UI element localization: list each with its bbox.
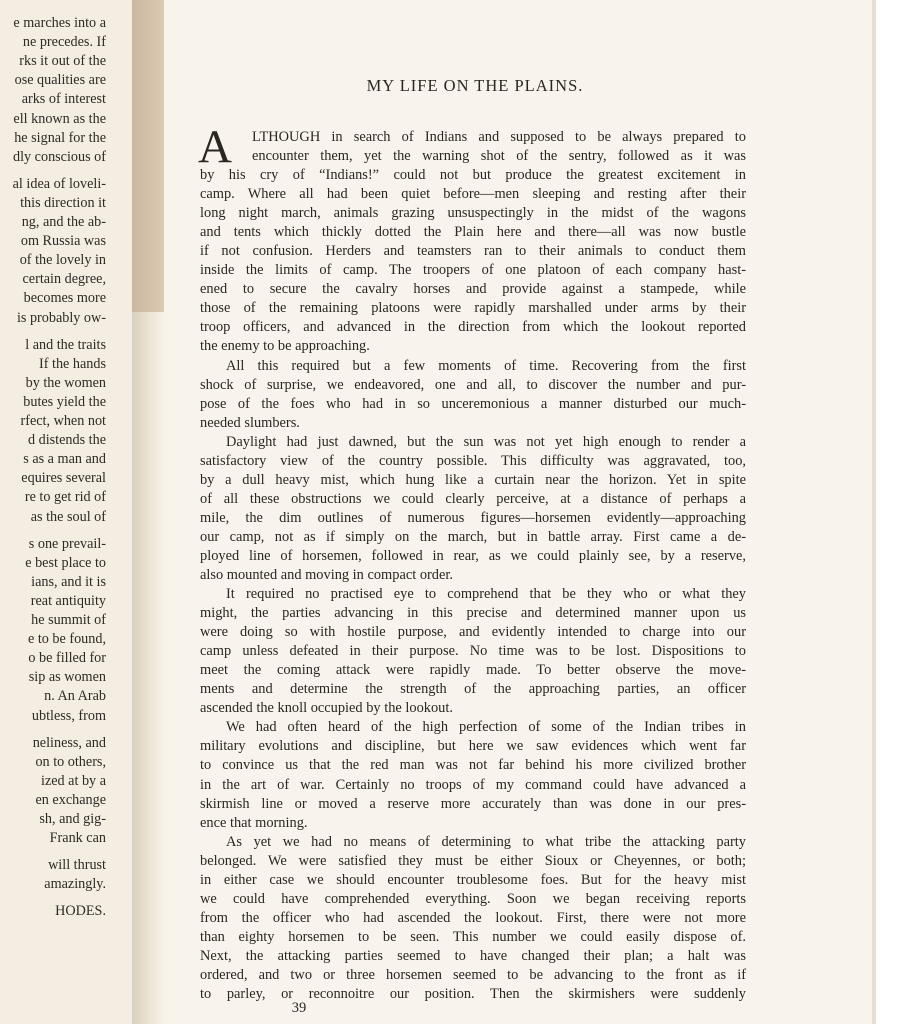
- body-line: belonged. We were satisfied they must be either Sioux or Cheyennes, or both;: [200, 852, 746, 869]
- left-page-line: is probably ow-: [16, 309, 106, 326]
- body-line: troop officers, and advanced in the direction from which the lookout reported: [200, 319, 746, 336]
- body-line: long night march, animals grazing unsuspectingly in the midst of the wagons: [200, 205, 746, 222]
- left-page-line: he signal for the: [14, 129, 106, 146]
- body-line: Next, the attacking parties seemed to have changed their plan; a halt was: [200, 947, 746, 964]
- left-page-line: amazingly.: [44, 876, 106, 893]
- left-page-line: en exchange: [35, 791, 106, 808]
- left-page-line: becomes more: [23, 290, 106, 307]
- body-line: military evolutions and discipline, but here we saw evidences which went far: [200, 738, 746, 755]
- left-page-line: neliness, and: [32, 734, 106, 751]
- body-line: ascended the knoll occupied by the lookout.: [200, 700, 453, 717]
- left-page-line: o be filled for: [28, 650, 106, 667]
- left-page-line: re to get rid of: [24, 489, 106, 506]
- body-line: our camp, not as if simply on the march, but in battle array. First came a de-: [200, 528, 746, 545]
- opening-line: LTHOUGH in search of Indians and supposed to be always prepared to: [252, 129, 746, 145]
- body-line: inside the limits of camp. The troopers of one platoon of each company hast-: [200, 262, 746, 279]
- body-line: It required no practised eye to comprehend that be they who or what they: [226, 586, 746, 603]
- left-page-line: reat antiquity: [30, 592, 106, 609]
- body-line: As yet we had no means of determining to what tribe the attacking party: [226, 833, 746, 850]
- body-line: the enemy to be approaching.: [200, 338, 370, 355]
- body-line: by a dull heavy mist, which hung like a curtain near the horizon. Yet in spite: [200, 471, 746, 488]
- body-line: of all these obstructions we could clearly perceive, at a distance of perhaps a: [200, 490, 746, 507]
- left-page-line: on to others,: [35, 753, 106, 770]
- left-page-fragment: [0, 0, 132, 1024]
- body-line: All this required but a few moments of time. Recovering from the first: [226, 357, 746, 374]
- body-line: in the art of war. Certainly no troops of my command could have advanced a: [200, 776, 746, 793]
- left-page-line: ell known as the: [13, 110, 106, 127]
- body-line: encounter them, yet the warning shot of the sentry, followed as it was: [252, 148, 746, 165]
- body-line: ence that morning.: [200, 814, 308, 831]
- left-page-line: If the hands: [39, 355, 106, 372]
- body-line: by his cry of “Indians!” could not but produce the greatest excitement in: [200, 167, 746, 184]
- body-line: to convince us that the red man was not far behind his more civilized brother: [200, 757, 746, 774]
- left-page-line: butes yield the: [23, 393, 106, 410]
- body-line: those of the remaining platoons were rapidly marshalled under arms by their: [200, 300, 746, 317]
- left-page-line: rks it out of the: [19, 53, 106, 70]
- page-edge: [872, 0, 876, 1024]
- left-page-line: will thrust: [48, 857, 106, 874]
- left-page-line: ized at by a: [41, 772, 106, 789]
- body-line: might, the parties advancing in this precise and determined manner upon us: [200, 605, 746, 622]
- running-title: MY LIFE ON THE PLAINS.: [366, 76, 584, 95]
- body-line: ordered, and two or three horsemen seemed to be advancing to the front as if: [200, 966, 746, 983]
- left-page-line: sip as women: [28, 669, 106, 686]
- body-line: ments and determine the strength of the approaching parties, an officer: [200, 681, 746, 698]
- body-line: from the officer who had ascended the lookout. First, there were not more: [200, 909, 746, 926]
- body-line: and tents which thickly dotted the Plain here and there—all was now bustle: [200, 224, 746, 241]
- body-line: satisfactory view of the country possible. This difficulty was aggravated, too,: [200, 452, 746, 469]
- left-page-line: as the soul of: [30, 508, 106, 525]
- body-line: camp. Where all had been quiet before—men sleeping and resting after their: [200, 186, 746, 203]
- left-page-line: arks of interest: [21, 91, 106, 108]
- left-page-line: s one prevail-: [28, 535, 106, 552]
- page-number: 39: [291, 1000, 307, 1016]
- body-line: pose of the foes who had in so unceremonious a manner disturbed our much-: [200, 395, 746, 412]
- left-page-line: e to be found,: [27, 631, 106, 648]
- left-page-line: s as a man and: [23, 451, 106, 468]
- left-page-line: ubtless, from: [31, 707, 106, 724]
- left-page-line: HODES.: [55, 903, 106, 920]
- body-line: ployed line of horsemen, followed in rear, as we could plainly see, by a reserve,: [200, 547, 746, 564]
- left-page-line: e marches into a: [13, 15, 106, 31]
- body-line: than eighty horsemen to be seen. This number we could easily dispose of.: [200, 928, 746, 945]
- left-page-line: sh, and gig-: [39, 811, 106, 827]
- left-page-line: l and the traits: [25, 336, 106, 353]
- left-page-line: om Russia was: [20, 233, 106, 250]
- left-page-line: dly conscious of: [13, 148, 106, 165]
- body-line: camp unless defeated in their purpose. No time was to be lost. Dispositions to: [200, 643, 746, 660]
- left-page-line: he summit of: [31, 612, 106, 628]
- body-line: if not confusion. Herders and teamsters ran to their animals to conduct them: [200, 243, 746, 260]
- left-page-line: certain degree,: [22, 271, 106, 288]
- body-line: to parley, or reconnoitre our position. Then the skirmishers were suddenly: [200, 986, 746, 1002]
- body-line: skirmish line or moved a reserve more accurately than was done in our pres-: [200, 795, 746, 812]
- body-line: we could have comprehended everything. Soon we began receiving reports: [200, 890, 746, 907]
- left-page-line: of the lovely in: [19, 252, 106, 269]
- left-page-line: by the women: [25, 374, 106, 391]
- left-page-line: ne precedes. If: [22, 34, 106, 51]
- body-line: ened to secure the cavalry horses and provide against a stampede, while: [200, 281, 746, 298]
- left-page-line: ng, and the ab-: [21, 214, 106, 230]
- left-page-line: ose qualities are: [14, 72, 106, 89]
- body-line: were doing so with hostile purpose, and evidently intended to charge into our: [200, 624, 746, 641]
- left-page-line: equires several: [21, 470, 106, 487]
- binding-strip: [132, 0, 164, 312]
- left-page-line: e best place to: [25, 554, 106, 571]
- body-line: also mounted and moving in compact order.: [200, 567, 453, 584]
- body-line: meet the coming attack were rapidly made. To better observe the move-: [200, 662, 746, 679]
- left-page-line: ians, and it is: [31, 573, 106, 590]
- body-line: shock of surprise, we endeavored, one and all, to discover the number and pur-: [200, 376, 746, 393]
- body-line: in either case we should encounter troublesome foes. But for the heavy mist: [200, 871, 746, 888]
- left-page-line: this direction it: [20, 194, 106, 211]
- left-page-line: al idea of loveli-: [12, 175, 106, 192]
- left-page-line: d distends the: [27, 432, 106, 449]
- body-line: We had often heard of the high perfection of some of the Indian tribes in: [226, 719, 746, 736]
- left-page-line: n. An Arab: [44, 688, 106, 705]
- left-page-line: rfect, when not: [20, 413, 106, 429]
- left-page-line: Frank can: [49, 830, 106, 847]
- drop-cap: A: [198, 121, 232, 173]
- body-line: mile, the dim outlines of numerous figures—horsemen evidently—approaching: [200, 509, 746, 526]
- body-line: needed slumbers.: [200, 414, 300, 431]
- body-line: Daylight had just dawned, but the sun was not yet high enough to render a: [226, 433, 746, 450]
